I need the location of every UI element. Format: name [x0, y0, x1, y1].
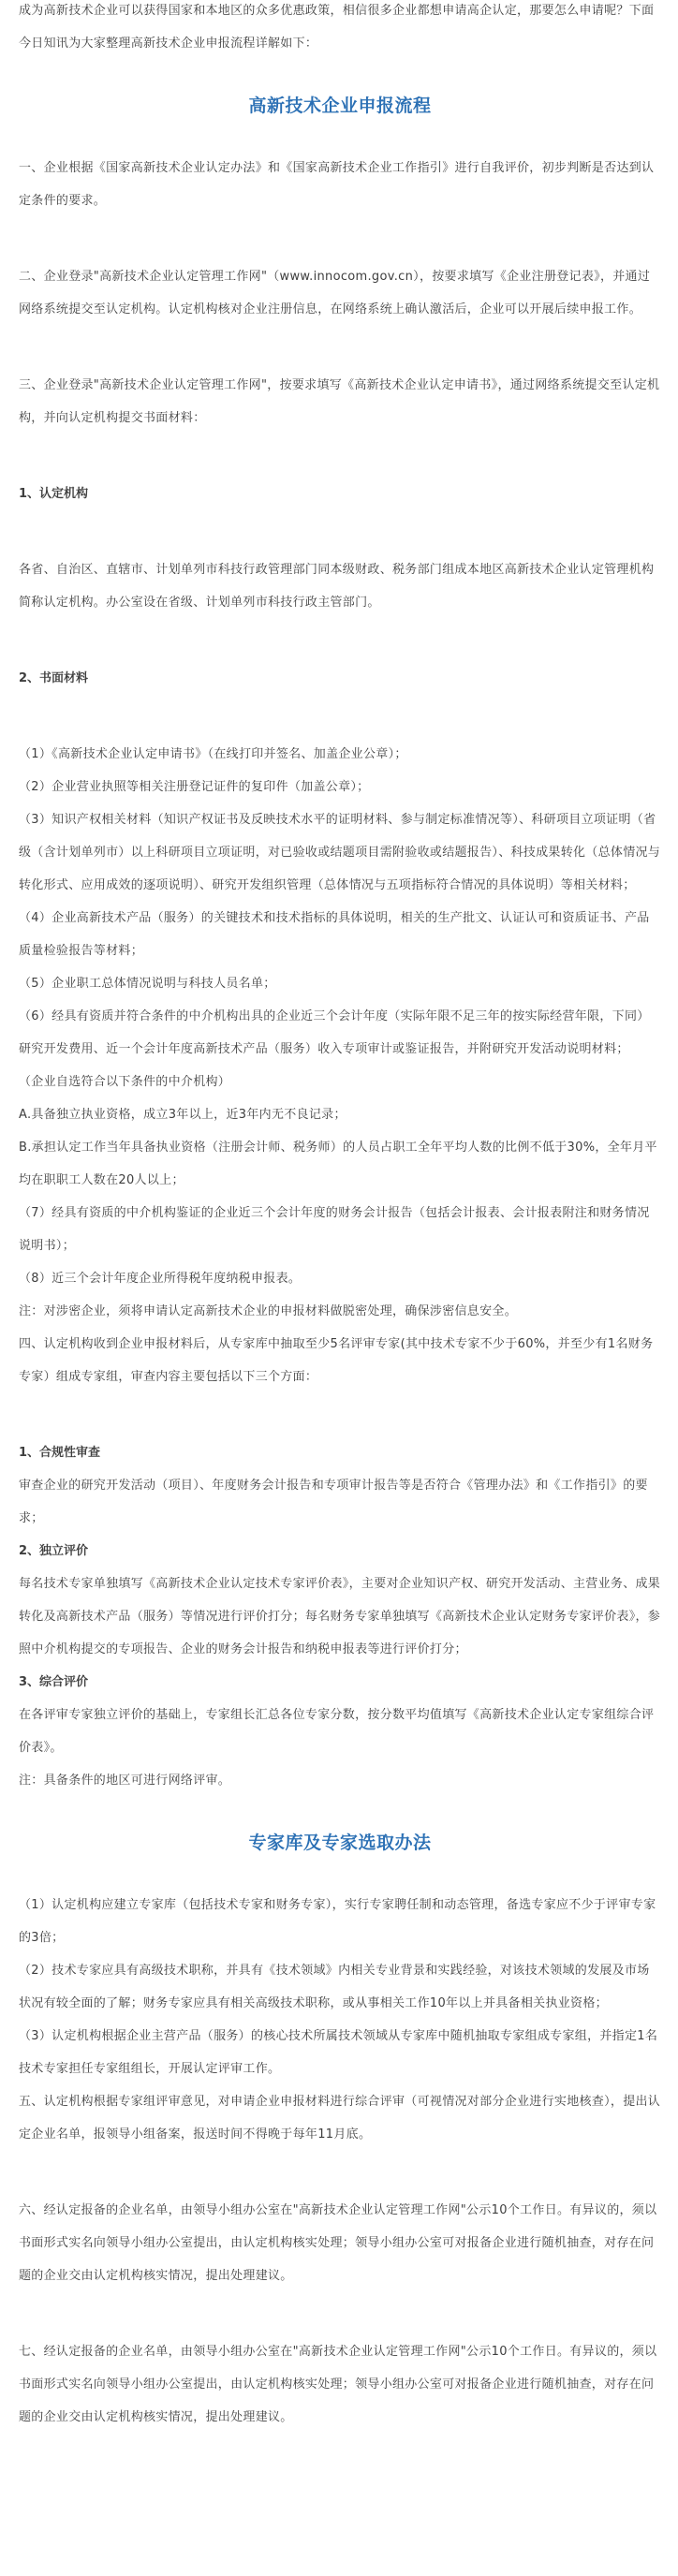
material-item: （7）经具有资质的中介机构鉴证的企业近三个会计年度的财务会计报告（包括会计报表、会计报表附注和财务情况说明书）；	[19, 1206, 650, 1253]
step-2-paragraph: 二、企业登录"高新技术企业认定管理工作网"（www.innocom.gov.cn），按要求填写《企业注册登记表》，并通过网络系统提交至认定机构。认定机构核对企业注册信息，在网络系统上确认激活后，企业可以开展后续申报工作。	[19, 270, 651, 316]
material-item: （8）近三个会计年度企业所得税年度纳税申报表。	[19, 1272, 302, 1286]
material-item: B.承担认定工作当年具备执业资格（注册会计师、税务师）的人员占职工全年平均人数的比例不低于30%，全年月平均在职职工人数在20人以上；	[19, 1141, 657, 1187]
compliance-review-text: 审查企业的研究开发活动（项目）、年度财务会计报告和专项审计报告等是否符合《管理办法》和《工作指引》的要求；	[19, 1479, 648, 1525]
material-item: （6）经具有资质并符合条件的中介机构出具的企业近三个会计年度（实际年限不足三年的按实际经营年限，下同）研究开发费用、近一个会计年度高新技术产品（服务）收入专项审计或鉴证报告，并附研究开发活动说明材料；	[19, 1009, 650, 1056]
step-6-paragraph: 六、经认定报备的企业名单，由领导小组办公室在"高新技术企业认定管理工作网"公示10个工作日。有异议的，须以书面形式实名向领导小组办公室提出，由认定机构核实处理；领导小组办公室可对报备企业进行随机抽查，对存在问题的企业交由认定机构核实情况，提出处理建议。	[19, 2203, 657, 2283]
subheading-comprehensive-evaluation: 3、综合评价	[19, 1675, 89, 1689]
independent-evaluation-text: 每名技术专家单独填写《高新技术企业认定技术专家评价表》，主要对企业知识产权、研究开发活动、主营业务、成果转化及高新技术产品（服务）等情况进行评价打分；每名财务专家单独填写《高新技术企业认定财务专家评价表》，参照中介机构提交的专项报告、企业的财务会计报告和纳税申报表等进行评价打分；	[19, 1577, 661, 1656]
subheading-independent-evaluation: 2、独立评价	[19, 1544, 89, 1558]
expert-item: （1）认定机构应建立专家库（包括技术专家和财务专家），实行专家聘任制和动态管理，备选专家应不少于评审专家的3倍；	[19, 1898, 656, 1945]
subheading-agency: 1、认定机构	[19, 487, 89, 501]
material-item: （企业自选符合以下条件的中介机构）	[19, 1075, 231, 1089]
comprehensive-evaluation-text: 在各评审专家独立评价的基础上，专家组长汇总各位专家分数，按分数平均值填写《高新技术企业认定专家组综合评价表》。	[19, 1708, 655, 1755]
expert-item: （2）技术专家应具有高级技术职称，并具有《技术领域》内相关专业背景和实践经验，对该技术领域的发展及市场状况有较全面的了解；财务专家应具有相关高级技术职称，或从事相关工作10年以上并具备相关执业资格；	[19, 1964, 650, 2010]
step-1-paragraph: 一、企业根据《国家高新技术企业认定办法》和《国家高新技术企业工作指引》进行自我评价，初步判断是否达到认定条件的要求。	[19, 161, 655, 208]
network-review-note: 注：具备条件的地区可进行网络评审。	[19, 1774, 231, 1788]
section-title-process: 高新技术企业申报流程	[248, 96, 432, 116]
material-item: （3）知识产权相关材料（知识产权证书及反映技术水平的证明材料、参与制定标准情况等）、科研项目立项证明（省级（含计划单列市）以上科研项目立项证明，对已验收或结题项目需附验收或结题报告）、科技成果转化（总体情况与转化形式、应用成效的逐项说明）、研究开发组织管理（总体情况与五项指标符合情况的具体说明）等相关材料；	[19, 813, 661, 892]
section-title-experts: 专家库及专家选取办法	[248, 1833, 432, 1853]
expert-item: （3）认定机构根据企业主营产品（服务）的核心技术所属技术领域从专家库中随机抽取专家组成专家组，并指定1名技术专家担任专家组组长，开展认定评审工作。	[19, 2029, 658, 2076]
material-item: （1）《高新技术企业认定申请书》（在线打印并签名、加盖企业公章）；	[19, 747, 407, 761]
step-4-paragraph: 四、认定机构收到企业申报材料后，从专家库中抽取至少5名评审专家(其中技术专家不少于60%，并至少有1名财务专家）组成专家组，审查内容主要包括以下三个方面：	[19, 1337, 654, 1384]
intro-paragraph: 成为高新技术企业可以获得国家和本地区的众多优惠政策，相信很多企业都想申请高企认定，那要怎么申请呢？下面今日知讯为大家整理高新技术企业申报流程详解如下：	[19, 4, 655, 51]
step-5-paragraph: 五、认定机构根据专家组评审意见，对申请企业申报材料进行综合评审（可视情况对部分企业进行实地核查），提出认定企业名单，报领导小组备案，报送时间不得晚于每年11月底。	[19, 2095, 661, 2142]
subheading-materials: 2、书面材料	[19, 671, 89, 685]
material-item: 注：对涉密企业，须将申请认定高新技术企业的申报材料做脱密处理，确保涉密信息安全。	[19, 1304, 518, 1318]
material-item: A.具备独立执业资格，成立3年以上，近3年内无不良记录；	[19, 1108, 346, 1122]
material-item: （4）企业高新技术产品（服务）的关键技术和技术指标的具体说明，相关的生产批文、认证认可和资质证书、产品质量检验报告等材料；	[19, 911, 650, 958]
material-item: （2）企业营业执照等相关注册登记证件的复印件（加盖公章）；	[19, 780, 370, 794]
material-item: （5）企业职工总体情况说明与科技人员名单；	[19, 977, 276, 991]
subheading-compliance-review: 1、合规性审查	[19, 1446, 101, 1460]
step-3-paragraph: 三、企业登录"高新技术企业认定管理工作网"，按要求填写《高新技术企业认定申请书》，通过网络系统提交至认定机构，并向认定机构提交书面材料：	[19, 378, 660, 425]
agency-paragraph: 各省、自治区、直辖市、计划单列市科技行政管理部门同本级财政、税务部门组成本地区高新技术企业认定管理机构简称认定机构。办公室设在省级、计划单列市科技行政主管部门。	[19, 563, 655, 610]
step-7-paragraph: 七、经认定报备的企业名单，由领导小组办公室在"高新技术企业认定管理工作网"公示10个工作日。有异议的，须以书面形式实名向领导小组办公室提出，由认定机构核实处理；领导小组办公室可对报备企业进行随机抽查，对存在问题的企业交由认定机构核实情况，提出处理建议。	[19, 2345, 657, 2424]
